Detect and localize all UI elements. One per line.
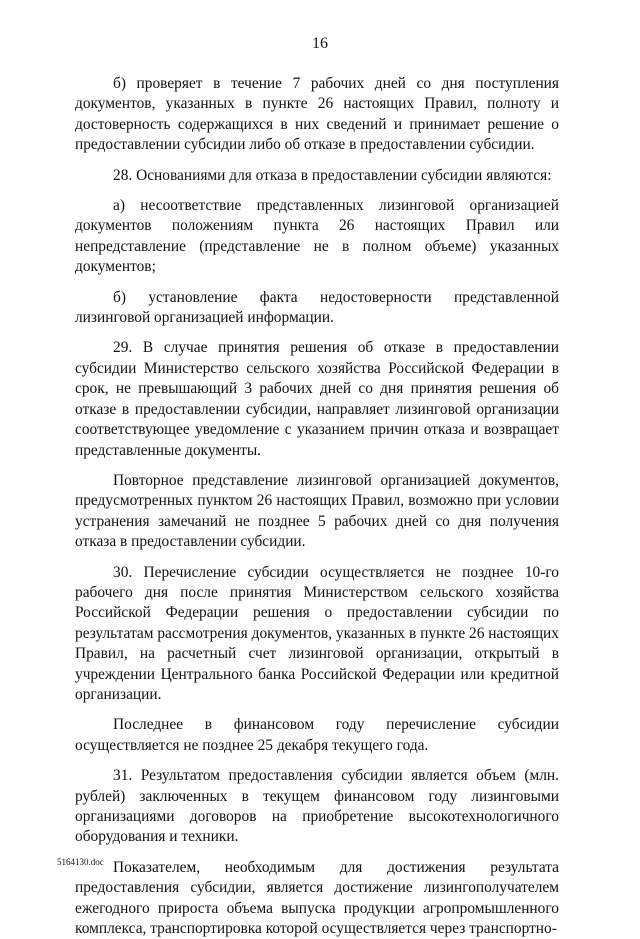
paragraph-31: 31. Результатом предоставления субсидии является объем (млн. рублей) заключенных в текущем финансовом году лизинговыми организациями договоров на приобретение высокотехнологичного оборудования и техники. <box>75 767 559 846</box>
paragraph-30: 30. Перечисление субсидии осуществляется не позднее 10-го рабочего дня после принятия Министерством сельского хозяйства Российской Федерации решения о предоставлении субсидии по результатам рассмотрения документов, указанных в пункте 26 настоящих Правил, на расчетный счет лизинговой организации, открытый в учреждении Центрального банка Российской Федерации или кредитной организации. <box>75 563 559 703</box>
paragraph-29: 29. В случае принятия решения об отказе в предоставлении субсидии Министерство сельского хозяйства Российской Федерации в срок, не превышающий 3 рабочих дней со дня принятия решения об отказе в предоставлении субсидии, направляет лизинговой организации соответствующее уведомление с указанием причин отказа и возвращает представленные документы. <box>75 339 559 459</box>
page-number: 16 <box>312 35 328 52</box>
paragraph-31-indicator: Показателем, необходимым для достижения результата предоставления субсидии, является достижение лизингополучателем ежегодного прироста объема выпуска продукции агропромышленного комплекса, транспортировка которой осуществляется через транспортно- <box>75 858 559 938</box>
paragraph-29-repeat: Повторное представление лизинговой организацией документов, предусмотренных пунктом 26 настоящих Правил, возможно при условии устранения замечаний не позднее 5 рабочих дней со дня получения отказа в предоставлении субсидии. <box>75 471 559 551</box>
paragraph-28a: а) несоответствие представленных лизинговой организацией документов положениям пункта 26 настоящих Правил или непредставление (представление не в полном объеме) указанных документов; <box>75 197 559 276</box>
document-filename: 5164130.doc <box>57 857 104 867</box>
paragraph-28b: б) установление факта недостоверности представленной лизинговой организацией информации. <box>75 288 559 327</box>
paragraph-30-last: Последнее в финансовом году перечисление субсидии осуществляется не позднее 25 декабря текущего года. <box>75 716 559 754</box>
paragraph-27b: б) проверяет в течение 7 рабочих дней со дня поступления документов, указанных в пункте 26 настоящих Правил, полноту и достоверность содержащихся в них сведений и принимает решение о предоставлении субсидии либо об отказе в предоставлении субсидии. <box>75 75 559 154</box>
paragraph-28: 28. Основаниями для отказа в предоставлении субсидии являются: <box>113 166 552 184</box>
document-body <box>75 74 559 939</box>
